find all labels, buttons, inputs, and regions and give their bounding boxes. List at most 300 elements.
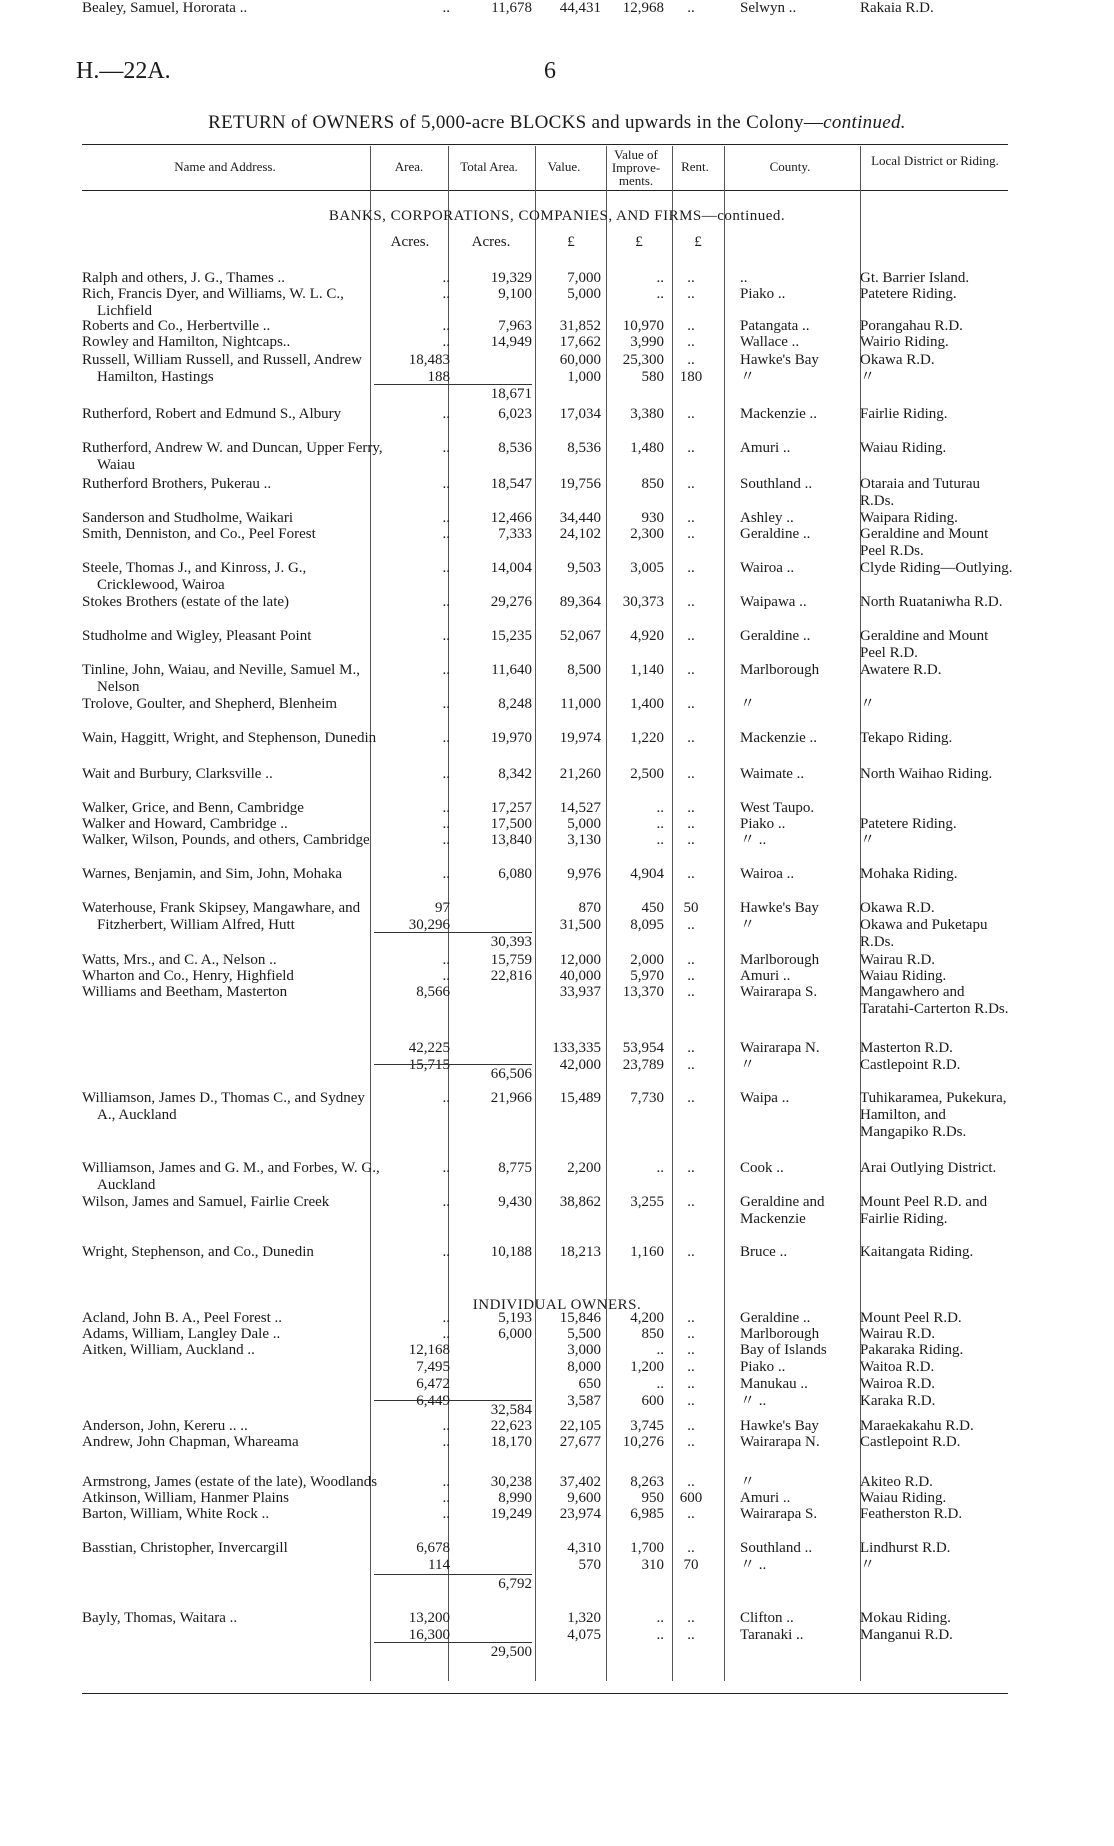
cell-dist: Kaitangata Riding. [860,1244,974,1260]
cell-county: Piako .. [740,286,786,302]
cell-county: Marlborough [740,952,820,968]
cell-area: .. [442,334,450,350]
cell-area: .. [442,1326,450,1342]
subtotal-rule [374,1574,532,1575]
cell-imp: 4,920 [630,628,664,644]
cell-imp: 1,140 [630,662,664,678]
cell-dist: 〃 [860,832,876,848]
cell-imp: 1,220 [630,730,664,746]
cell-area: .. [442,696,450,712]
cell-county: Piako .. [740,816,786,832]
cell-total: 7,963 [498,318,532,334]
cell-total: 29,500 [490,1644,532,1660]
cell-area: 12,168 7,495 6,472 6,449 [408,1342,450,1409]
cell-rent: .. [687,560,695,576]
cell-value: 870 31,500 [559,900,601,933]
cell-county: 〃 [740,696,756,712]
cell-value: 9,600 [567,1490,601,1506]
cell-rent: .. [687,1160,695,1176]
cell-dist: Fairlie Riding. [860,406,948,422]
cell-dist: 〃 [860,696,876,712]
cell-dist: Featherston R.D. [860,1506,963,1522]
cell-county: Hawke's Bay 〃 [740,900,819,933]
section-banks: BANKS, CORPORATIONS, COMPANIES, AND FIRMS—continued. [328,208,786,224]
cell-dist: Waiau Riding. [860,1490,947,1506]
cell-rent: .. [687,510,695,526]
cell-county: Ashley .. [740,510,794,526]
cell-total: 12,466 [490,510,532,526]
cell-area: 13,200 16,300 [408,1610,450,1643]
cell-dist: Rakaia R.D. [860,0,934,16]
cell-rent: .. [687,1506,695,1522]
unit-value: £ [567,234,575,250]
cell-dist: Waiau Riding. [860,440,947,456]
cell-name: Aitken, William, Auckland .. [82,1342,255,1358]
cell-value: 22,105 [559,1418,601,1434]
cell-name: Walker, Grice, and Benn, Cambridge [82,800,304,816]
cell-total: 21,966 [490,1090,532,1106]
cell-total: 8,536 [498,440,532,456]
cell-value: 3,130 [567,832,601,848]
cell-county: Waipa .. [740,1090,790,1106]
cell-rent: .. [687,952,695,968]
cell-value: 9,503 [567,560,601,576]
cell-rent: .. [687,662,695,678]
cell-area: .. [442,318,450,334]
cell-rent: .. 180 [679,352,703,385]
cell-county: Cook .. [740,1160,784,1176]
section-individuals: INDIVIDUAL OWNERS. [472,1297,642,1313]
cell-area: .. [442,952,450,968]
top-rule [82,144,1008,145]
cell-value: 44,431 [559,0,601,16]
cell-area: .. [442,1194,450,1210]
cell-area: .. [442,406,450,422]
cell-value: 31,852 [559,318,601,334]
cell-value: 4,310 570 [567,1540,601,1573]
cell-total: 8,248 [498,696,532,712]
cell-rent: .. [687,1418,695,1434]
cell-value: 5,500 [567,1326,601,1342]
cell-rent: .. [687,1310,695,1326]
cell-area: .. [442,1506,450,1522]
cell-county: 〃 .. [740,832,767,848]
cell-name: Andrew, John Chapman, Whareama [82,1434,299,1450]
cell-dist: Akiteo R.D. [860,1474,933,1490]
cell-area: .. [442,832,450,848]
cell-rent: .. [687,1194,695,1210]
col-value: Value. [547,159,581,174]
cell-dist: Patetere Riding. [860,286,957,302]
cell-imp: 5,970 [630,968,664,984]
cell-value: 11,000 [560,696,601,712]
cell-area: .. [442,594,450,610]
cell-imp: 3,990 [630,334,664,350]
cell-total: 14,949 [490,334,532,350]
cell-total: 19,970 [490,730,532,746]
cell-name: Wright, Stephenson, and Co., Dunedin [82,1244,314,1260]
cell-value: 89,364 [559,594,601,610]
cell-rent: .. [687,0,695,16]
cell-area: .. [442,800,450,816]
cell-imp: 930 [641,510,664,526]
cell-name: Rich, Francis Dyer, and Williams, W. L. C., Lichfield [82,286,344,319]
cell-value: 33,937 [559,984,601,1000]
cell-county: Mackenzie .. [740,406,818,422]
cell-rent: .. [687,1244,695,1260]
cell-total: 8,775 [498,1160,532,1176]
cell-imp: 950 [641,1490,664,1506]
cell-dist: Mount Peel R.D. [860,1310,962,1326]
cell-value: 19,756 [559,476,601,492]
cell-county: Wairoa .. [740,866,795,882]
cell-county: Mackenzie .. [740,730,818,746]
cell-imp: 25,300 580 [622,352,664,385]
cell-rent: .. [687,406,695,422]
cell-rent: .. [687,816,695,832]
cell-rent: .. [687,984,695,1000]
cell-imp: 2,300 [630,526,664,542]
cell-dist: Mokau Riding. Manganui R.D. [860,1610,953,1643]
cell-imp: 6,985 [630,1506,664,1522]
cell-county: Geraldine and Mackenzie [740,1194,825,1227]
cell-name: Bayly, Thomas, Waitara .. [82,1610,238,1626]
cell-county: West Taupo. [740,800,815,816]
cell-value: 27,677 [559,1434,601,1450]
cell-name: Williams and Beetham, Masterton [82,984,288,1000]
cell-total: 11,640 [491,662,532,678]
cell-county: Hawke's Bay 〃 [740,352,819,385]
cell-dist: Okawa R.D. Okawa and Puketapu R.Ds. [860,900,988,950]
cell-value: 133,335 42,000 [552,1040,601,1073]
cell-county: Amuri .. [740,968,791,984]
cell-area: .. [442,1490,450,1506]
cell-name: Studholme and Wigley, Pleasant Point [82,628,312,644]
cell-name: Trolove, Goulter, and Shepherd, Blenheim [82,696,338,712]
cell-dist: Geraldine and Mount Peel R.D. [860,628,989,661]
cell-rent: .. [687,334,695,350]
cell-rent: .. [687,1326,695,1342]
cell-dist: Mangawhero and Taratahi-Carterton R.Ds. [860,984,1009,1017]
cell-rent: .. [687,440,695,456]
cell-area: .. [442,968,450,984]
cell-name: Rutherford, Andrew W. and Duncan, Upper Ferry, Waiau [82,440,383,473]
cell-dist: Porangahau R.D. [860,318,963,334]
cell-area: .. [442,866,450,882]
cell-imp: .. [656,286,664,302]
cell-county: Wallace .. [740,334,800,350]
cell-value: 15,846 [559,1310,601,1326]
cell-name: Smith, Denniston, and Co., Peel Forest [82,526,316,542]
cell-total: 6,080 [498,866,532,882]
cell-county: .. [740,270,748,286]
cell-imp: 3,255 [630,1194,664,1210]
cell-dist: Mount Peel R.D. and Fairlie Riding. [860,1194,988,1227]
cell-county: Wairoa .. [740,560,795,576]
cell-imp: 30,373 [622,594,664,610]
unit-total: Acres. [471,234,511,250]
cell-area: 97 30,296 [408,900,450,933]
cell-name: Stokes Brothers (estate of the late) [82,594,290,610]
unit-area: Acres. [390,234,430,250]
cell-total: 29,276 [490,594,532,610]
cell-total: 17,257 [490,800,532,816]
cell-name: Waterhouse, Frank Skipsey, Mangawhare, and Fitzherbert, William Alfred, Hutt [82,900,361,933]
cell-name: Tinline, John, Waiau, and Neville, Samuel M., Nelson [82,662,360,695]
cell-county: Amuri .. [740,440,791,456]
cell-imp: .. [656,1160,664,1176]
cell-county: Geraldine .. [740,628,811,644]
cell-rent: .. [687,1090,695,1106]
cell-total: 22,816 [490,968,532,984]
cell-name: Steele, Thomas J., and Kinross, J. G., Cricklewood, Wairoa [82,560,307,593]
cell-value: 60,000 1,000 [559,352,601,385]
cell-county: Bruce .. [740,1244,788,1260]
cell-area: .. [442,476,450,492]
cell-rent: .. [687,1434,695,1450]
cell-imp: .. [656,270,664,286]
subtotal-rule [374,384,532,385]
col-name: Name and Address. [174,159,276,174]
cell-total: 18,547 [490,476,532,492]
cell-value: 40,000 [559,968,601,984]
cell-total: 30,238 [490,1474,532,1490]
cell-county: Patangata .. [740,318,810,334]
cell-dist: Gt. Barrier Island. [860,270,970,286]
cell-name: Atkinson, William, Hanmer Plains [82,1490,290,1506]
col-total: Total Area. [460,159,518,174]
subtotal-rule [374,1642,532,1643]
cell-county: 〃 [740,1474,756,1490]
cell-name: Wharton and Co., Henry, Highfield [82,968,294,984]
cell-imp: 2,000 [630,952,664,968]
cell-total: 32,584 [490,1402,532,1418]
cell-rent: .. [687,628,695,644]
cell-county: Wairarapa S. [740,984,818,1000]
cell-name: Roberts and Co., Herbertville .. [82,318,271,334]
col-rent: Rent. [681,159,709,174]
cell-area: .. [442,0,450,16]
cell-value: 24,102 [559,526,601,542]
cell-total: 18,671 [490,386,532,402]
cell-county: Geraldine .. [740,526,811,542]
cell-name: Warnes, Benjamin, and Sim, John, Mohaka [82,866,343,882]
cell-total: 30,393 [490,934,532,950]
cell-rent: .. .. .. .. [687,1342,695,1409]
cell-dist: Lindhurst R.D. 〃 [860,1540,951,1573]
cell-value: 9,976 [567,866,601,882]
cell-value: 14,527 [559,800,601,816]
cell-county: Hawke's Bay [740,1418,819,1434]
document-ref: H.—22A. [76,58,171,84]
page-title: RETURN of OWNERS of 5,000-acre BLOCKS and upwards in the Colony—continued. [208,112,906,133]
cell-value: 37,402 [559,1474,601,1490]
cell-dist: Castlepoint R.D. [860,1434,961,1450]
cell-total: 9,430 [498,1194,532,1210]
cell-value: 1,320 4,075 [567,1610,601,1643]
cell-county: Selwyn .. [740,0,797,16]
cell-rent: .. [687,696,695,712]
cell-name: Acland, John B. A., Peel Forest .. [82,1310,282,1326]
cell-area: .. [442,1160,450,1176]
cell-dist: Waipara Riding. [860,510,958,526]
cell-dist: Tuhikaramea, Pukekura, Hamilton, and Mangapiko R.Ds. [860,1090,1007,1140]
cell-value: 17,662 [559,334,601,350]
cell-name: Rutherford, Robert and Edmund S., Albury [82,406,342,422]
cell-imp: 10,970 [622,318,664,334]
cell-rent: .. [687,270,695,286]
cell-rent: .. [687,1474,695,1490]
unit-rent: £ [694,234,702,250]
cell-dist: Wairau R.D. [860,952,936,968]
cell-name: Rowley and Hamilton, Nightcaps.. [82,334,291,350]
cell-county: Wairarapa S. [740,1506,818,1522]
cell-rent: 600 [679,1490,703,1506]
cell-area: .. [442,560,450,576]
cell-name: Walker, Wilson, Pounds, and others, Cambridge [82,832,370,848]
page-number: 6 [544,58,556,84]
cell-rent: .. [687,766,695,782]
cell-area: .. [442,510,450,526]
cell-name: Wait and Burbury, Clarksville .. [82,766,273,782]
cell-county: Waimate .. [740,766,805,782]
cell-total: 17,500 [490,816,532,832]
cell-county: Waipawa .. [740,594,807,610]
unit-imp: £ [635,234,643,250]
cell-name: Basstian, Christopher, Invercargill [82,1540,288,1556]
cell-area: .. [442,1418,450,1434]
cell-total: 6,023 [498,406,532,422]
cell-name: Williamson, James D., Thomas C., and Sydney A., Auckland [82,1090,365,1123]
cell-dist: Patetere Riding. [860,816,957,832]
subtotal-rule [374,932,532,933]
subtotal-rule [374,1400,532,1401]
cell-value: 23,974 [559,1506,601,1522]
cell-imp: 1,700 310 [630,1540,664,1573]
cell-county: Wairarapa N. 〃 [740,1040,820,1073]
cell-name: Wain, Haggitt, Wright, and Stephenson, Dunedin [82,730,377,746]
cell-imp: 1,480 [630,440,664,456]
cell-name: Armstrong, James (estate of the late), Woodlands [82,1474,378,1490]
cell-area: 18,483 188 [408,352,450,385]
col-improvements: Value of Improve-ments. [611,147,661,188]
cell-imp: .. 1,200 .. 600 [630,1342,664,1409]
cell-name: Russell, William Russell, and Russell, Andrew Hamilton, Hastings [82,352,362,385]
cell-value: 21,260 [559,766,601,782]
cell-dist: Mohaka Riding. [860,866,958,882]
cell-dist: North Ruataniwha R.D. [860,594,1003,610]
cell-area: .. [442,1244,450,1260]
cell-dist: North Waihao Riding. [860,766,993,782]
cell-imp: 4,200 [630,1310,664,1326]
cell-area: .. [442,730,450,746]
cell-total: 14,004 [490,560,532,576]
cell-dist: Awatere R.D. [860,662,942,678]
cell-rent: .. [687,594,695,610]
cell-name: Rutherford Brothers, Pukerau .. [82,476,272,492]
cell-area: .. [442,1310,450,1326]
cell-name: Anderson, John, Kereru .. .. [82,1418,248,1434]
cell-area: .. [442,662,450,678]
cell-area: .. [442,766,450,782]
cell-dist: Tekapo Riding. [860,730,953,746]
cell-dist: Pakaraka Riding. Waitoa R.D. Wairoa R.D. Karaka R.D. [860,1342,964,1409]
col-divider [535,146,536,1681]
cell-total: 18,170 [490,1434,532,1450]
cell-value: 8,500 [567,662,601,678]
cell-value: 17,034 [559,406,601,422]
bottom-rule [82,1693,1008,1694]
cell-imp: 1,400 [630,696,664,712]
cell-imp: 2,500 [630,766,664,782]
cell-imp: .. [656,816,664,832]
cell-county: Clifton .. Taranaki .. [740,1610,804,1643]
cell-total: 19,249 [490,1506,532,1522]
cell-rent: .. [687,968,695,984]
cell-name: Williamson, James and G. M., and Forbes, W. G., Auckland [82,1160,380,1193]
cell-county: Marlborough [740,662,820,678]
cell-dist: Wairio Riding. [860,334,949,350]
cell-imp: 12,968 [622,0,664,16]
cell-total: 5,193 [498,1310,532,1326]
cell-rent: .. [687,730,695,746]
cell-area: .. [442,1474,450,1490]
cell-name: Barton, William, White Rock .. [82,1506,270,1522]
cell-dist: Wairau R.D. [860,1326,936,1342]
cell-dist: Geraldine and Mount Peel R.Ds. [860,526,989,559]
cell-imp: 1,160 [630,1244,664,1260]
cell-total: 66,506 [490,1066,532,1082]
cell-total: 19,329 [490,270,532,286]
cell-imp: 850 [641,476,664,492]
header-rule [82,190,1008,191]
cell-imp: .. [656,832,664,848]
cell-total: 9,100 [498,286,532,302]
cell-area: .. [442,816,450,832]
cell-imp: 7,730 [630,1090,664,1106]
cell-area: .. [442,1090,450,1106]
col-divider [724,146,725,1681]
cell-area: .. [442,526,450,542]
cell-imp: 850 [641,1326,664,1342]
col-county: County. [769,159,811,174]
cell-dist: Arai Outlying District. [860,1160,997,1176]
cell-value: 34,440 [559,510,601,526]
cell-total: 11,678 [491,0,532,16]
cell-county: Marlborough [740,1326,820,1342]
cell-imp: 3,005 [630,560,664,576]
cell-area: .. [442,440,450,456]
cell-value: 8,536 [567,440,601,456]
cell-area: 6,678 114 [416,1540,450,1573]
cell-county: Amuri .. [740,1490,791,1506]
cell-name: Wilson, James and Samuel, Fairlie Creek [82,1194,330,1210]
cell-imp: 13,370 [622,984,664,1000]
cell-rent: .. [687,286,695,302]
cell-rent: .. 70 [683,1540,699,1573]
cell-rent: .. .. [687,1040,695,1073]
cell-rent: .. [687,318,695,334]
cell-name: Walker and Howard, Cambridge .. [82,816,288,832]
cell-total: 8,342 [498,766,532,782]
cell-name: Sanderson and Studholme, Waikari [82,510,293,526]
cell-area: .. [442,286,450,302]
cell-rent: .. [687,526,695,542]
cell-rent: 50 .. [683,900,699,933]
cell-dist: Waiau Riding. [860,968,947,984]
cell-rent: .. [687,832,695,848]
cell-total: 13,840 [490,832,532,848]
